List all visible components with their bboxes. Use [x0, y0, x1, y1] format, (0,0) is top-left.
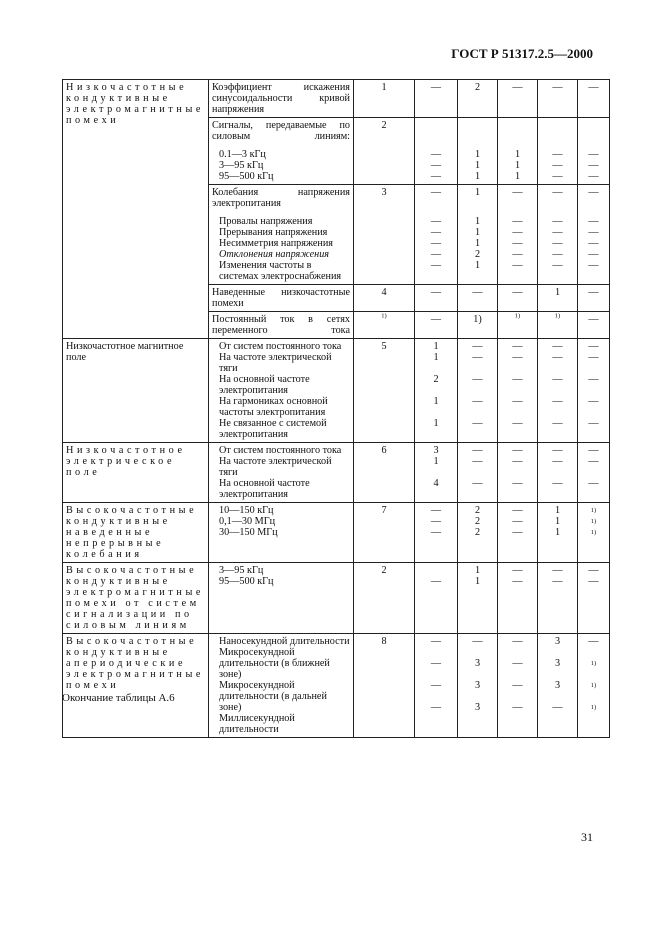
value-cell: — — — — — —: [578, 185, 610, 285]
value-cell: — —: [578, 563, 610, 634]
value-cell: — — —: [458, 443, 498, 503]
value-cell: — — —: [538, 118, 578, 185]
value-cell: — — —: [498, 503, 538, 563]
table-row: [63, 634, 610, 738]
phenomenon-cell: Постоянный ток в сетях переменного тока: [209, 312, 354, 339]
value-cell: 1 1 1 1 2 1: [458, 185, 498, 285]
category-cell: Низкочастотные кондуктивные электромагнитные помехи: [63, 80, 209, 339]
value-cell: — — —: [538, 443, 578, 503]
value-cell: 1 1: [458, 563, 498, 634]
value-cell: — — — —: [498, 634, 538, 738]
value-cell: 4: [354, 285, 415, 312]
value-cell: 2: [458, 80, 498, 118]
phenomenon-cell: Колебания напряжения электропитания Провалы напряжения Прерывания напряжения Несимметрия напряжения Отклонения напряжения Изменения частоты в системах электроснабжения: [209, 185, 354, 285]
value-cell: 2: [354, 118, 415, 185]
value-cell: 3 1 4: [415, 443, 458, 503]
value-cell: —: [415, 312, 458, 339]
phenomenon-cell: Сигналы, передаваемые по силовым линиям: 0.1—3 кГц 3—95 кГц 95—500 кГц: [209, 118, 354, 185]
table-caption: Окончание таблицы А.6: [62, 692, 175, 704]
footnote-cell: 1): [498, 312, 538, 339]
value-cell: — — —: [415, 503, 458, 563]
value-cell: — — —: [578, 118, 610, 185]
value-cell: 1: [354, 80, 415, 118]
value-cell: — — —: [498, 443, 538, 503]
phenomenon-cell: Наведенные низкочастотные помехи: [209, 285, 354, 312]
category-cell: Высокочастотные кондуктивные электромагнитные помехи от систем сигнализации по силовым линиям: [63, 563, 209, 634]
value-cell: —: [578, 285, 610, 312]
value-cell: — — —: [415, 118, 458, 185]
value-cell: — — — — —: [458, 339, 498, 443]
footnote-cell: 1): [354, 312, 415, 339]
value-cell: — — — — —: [498, 339, 538, 443]
category-cell: Высокочастотные кондуктивные апериодические электромагнитные помехи: [63, 634, 209, 738]
value-cell: — 3 3 3: [458, 634, 498, 738]
footnote-cell: 1) 1) 1): [578, 503, 610, 563]
phenomenon-cell: От систем постоянного тока На частоте электрической тяги На основной частоте электропитания: [209, 443, 354, 503]
value-cell: — — — — — —: [538, 185, 578, 285]
value-cell: 1): [458, 312, 498, 339]
table-row: [63, 80, 610, 118]
value-cell: —: [415, 563, 458, 634]
value-cell: —: [578, 312, 610, 339]
value-cell: 8: [354, 634, 415, 738]
emc-phenomena-table: [62, 79, 610, 738]
category-cell: Низкочастотное электрическое поле: [63, 443, 209, 503]
value-cell: 5: [354, 339, 415, 443]
value-cell: —: [458, 285, 498, 312]
value-cell: — — — — —: [578, 339, 610, 443]
value-cell: —: [538, 80, 578, 118]
phenomenon-cell: Коэффициент искажения синусоидальности кривой напряжения: [209, 80, 354, 118]
value-cell: 6: [354, 443, 415, 503]
table-row: [63, 563, 610, 634]
value-cell: — —: [538, 563, 578, 634]
value-cell: —: [415, 80, 458, 118]
document-standard-header: ГОСТ Р 51317.2.5—2000: [451, 46, 593, 61]
value-cell: —: [578, 80, 610, 118]
value-cell: 2: [354, 563, 415, 634]
value-cell: — — — — — —: [415, 185, 458, 285]
phenomenon-cell: 3—95 кГц 95—500 кГц: [209, 563, 354, 634]
value-cell: 1 1 1: [458, 118, 498, 185]
value-cell: 3 3 3 —: [538, 634, 578, 738]
table-row: [63, 443, 610, 503]
value-cell: —: [498, 285, 538, 312]
phenomenon-cell: 10—150 кГц 0,1—30 МГц 30—150 МГц: [209, 503, 354, 563]
table-row: [63, 503, 610, 563]
footnote-cell: 1): [538, 312, 578, 339]
value-cell: —: [498, 80, 538, 118]
value-cell: 1 1 1: [538, 503, 578, 563]
value-cell: — 1) 1) 1): [578, 634, 610, 738]
category-cell: Низкочастотное магнитное поле: [63, 339, 209, 443]
value-cell: — — — — — —: [498, 185, 538, 285]
value-cell: 1: [538, 285, 578, 312]
value-cell: — —: [498, 563, 538, 634]
phenomenon-cell: От систем постоянного тока На частоте электрической тяги На основной частоте электропитания На гармониках основной частоты электропитания Не связанное с системой электропитания: [209, 339, 354, 443]
value-cell: 2 2 2: [458, 503, 498, 563]
category-cell: Высокочастотные кондуктивные наведенные непрерывные колебания: [63, 503, 209, 563]
phenomenon-cell: Наносекундной длительности Микросекундной длительности (в ближней зоне) Микросекундной длительности (в дальней зоне) Миллисекундной длительности: [209, 634, 354, 738]
value-cell: 7: [354, 503, 415, 563]
value-cell: 3: [354, 185, 415, 285]
value-cell: — — — — —: [538, 339, 578, 443]
value-cell: 1 1 2 1 1: [415, 339, 458, 443]
value-cell: — — — —: [415, 634, 458, 738]
value-cell: —: [415, 285, 458, 312]
value-cell: — — —: [578, 443, 610, 503]
table-row: [63, 339, 610, 443]
value-cell: 1 1 1: [498, 118, 538, 185]
page-number: 31: [581, 830, 593, 844]
